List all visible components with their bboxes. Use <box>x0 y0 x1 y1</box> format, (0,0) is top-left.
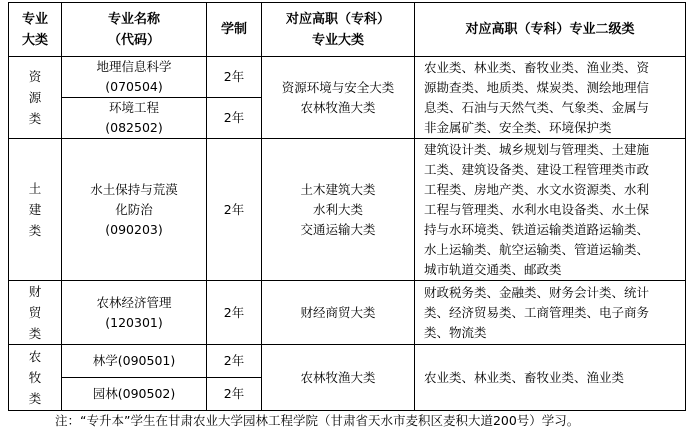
category-char: 农 <box>28 349 42 364</box>
category-char: 财 <box>28 284 42 299</box>
duration-cell: 2年 <box>207 98 262 139</box>
category-char: 资 <box>28 69 42 84</box>
header-duration: 学制 <box>207 3 262 57</box>
category-char: 源 <box>28 90 42 105</box>
duration-cell: 2年 <box>207 139 262 281</box>
vocational-category-cell: 资源环境与安全大类 农林牧渔大类 <box>262 57 415 139</box>
vocational-category-cell: 土木建筑大类 水利大类 交通运输大类 <box>262 139 415 281</box>
category-char: 贸 <box>28 305 42 320</box>
table-row <box>9 281 686 345</box>
duration-cell: 2年 <box>207 57 262 98</box>
major-cell: 农林经济管理 (120301) <box>62 281 207 345</box>
vocational-category-cell: 财经商贸大类 <box>262 281 415 345</box>
major-cell: 地理信息科学 (070504) <box>62 57 207 98</box>
category-cell-agriculture <box>9 345 62 411</box>
table-row <box>9 139 686 281</box>
category-cell-construction <box>9 139 62 281</box>
duration-cell: 2年 <box>207 378 262 411</box>
major-cell: 园林(090502) <box>62 378 207 411</box>
second-level-cell: 建筑设计类、城乡规划与管理类、土建施 工类、建筑设备类、建设工程管理类市政 工程类、房地产类、水文水资源类、水利 工程与管理类、水利水电设备类、水土保 持与水环境类、铁道运输类道路运输类、 水上运输类、航空运输类、管道运输类、 城市轨道交通类、邮政类 <box>415 139 686 281</box>
second-level-cell: 农业类、林业类、畜牧业类、渔业类、资 源勘查类、地质类、煤炭类、测绘地理信 息类、石油与天然气类、气象类、金属与 非金属矿类、安全类、环境保护类 <box>415 57 686 139</box>
second-level-cell: 农业类、林业类、畜牧业类、渔业类 <box>415 345 686 411</box>
major-correspondence-table <box>8 2 686 411</box>
major-cell: 林学(090501) <box>62 345 207 378</box>
category-char: 类 <box>28 111 42 126</box>
category-char: 牧 <box>28 370 42 385</box>
second-level-cell: 财政税务类、金融类、财务会计类、统计 类、经济贸易类、工商管理类、电子商务 类、物流类 <box>415 281 686 345</box>
header-major-name: 专业名称 （代码） <box>62 3 207 57</box>
footnote: 注：“专升本”学生在甘肃农业大学园林工程学院（甘肃省天水市麦积区麦积大道200号）学习。 <box>55 413 580 428</box>
header-row <box>9 3 686 57</box>
category-char: 土 <box>28 181 42 196</box>
duration-cell: 2年 <box>207 281 262 345</box>
category-char: 类 <box>28 326 42 341</box>
header-category: 专业 大类 <box>9 3 62 57</box>
category-cell-finance <box>9 281 62 345</box>
header-vocational-category: 对应高职（专科） 专业大类 <box>262 3 415 57</box>
major-cell: 环境工程 (082502) <box>62 98 207 139</box>
category-char: 类 <box>28 391 42 406</box>
header-vocational-second-level: 对应高职（专科）专业二级类 <box>415 3 686 57</box>
vocational-category-cell: 农林牧渔大类 <box>262 345 415 411</box>
category-char: 类 <box>28 223 42 238</box>
duration-cell: 2年 <box>207 345 262 378</box>
major-cell: 水土保持与荒漠 化防治 (090203) <box>62 139 207 281</box>
category-cell-resources <box>9 57 62 139</box>
table-row <box>9 345 686 378</box>
table-row <box>9 57 686 98</box>
category-char: 建 <box>28 202 42 217</box>
